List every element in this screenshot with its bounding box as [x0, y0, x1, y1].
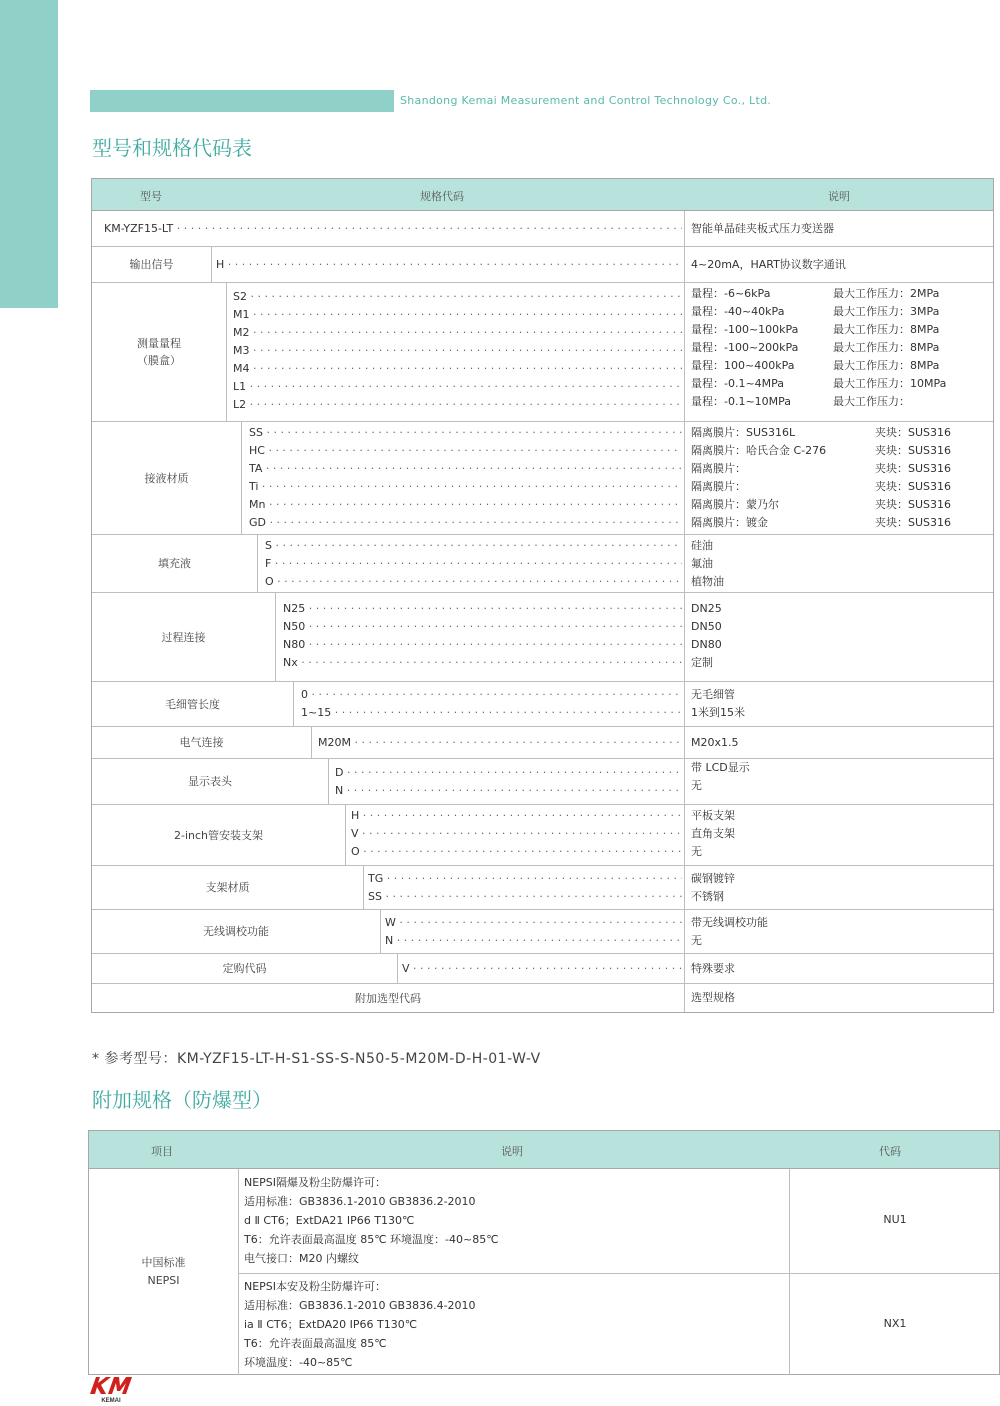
electrical-code: M20M · · · — [318, 734, 682, 752]
ex-desc-line: 适用标准：GB3836.1-2010 GB3836.4-2010 — [244, 1299, 476, 1312]
clamp-desc: 夹块：SUS316 — [875, 462, 952, 475]
fill-desc: 硅油 — [691, 539, 713, 552]
table-row-display — [92, 759, 993, 805]
table-row-custom — [92, 954, 993, 984]
range-desc: 量程：-100~200kPa — [691, 341, 799, 354]
bracket-material-desc: 不锈钢 — [691, 890, 724, 903]
table-row-bracket-material — [92, 866, 993, 910]
ex-desc-line: T6：允许表面最高温度 85℃ — [244, 1337, 387, 1350]
column-header-code: 规格代码 — [420, 190, 464, 203]
electrical-desc: M20x1.5 — [691, 736, 739, 749]
column-header-code: 代码 — [879, 1145, 901, 1158]
section-title-spec-table: 型号和规格代码表 — [92, 136, 252, 160]
range-code: S2 · · · — [233, 288, 682, 306]
bracket-material-code: TG · · · — [368, 870, 682, 888]
model-desc: 智能单晶硅夹板式压力变送器 — [691, 222, 834, 235]
wireless-desc: 无 — [691, 934, 702, 947]
model-code: KM-YZF15-LT · · · — [104, 220, 682, 238]
range-code: M1 · · · — [233, 306, 682, 324]
column-header-item: 项目 — [151, 1145, 173, 1158]
table-header — [89, 1131, 999, 1169]
capillary-code: 1~15 · · · — [301, 704, 682, 722]
range-code: L2 · · · — [233, 396, 682, 414]
wireless-desc: 带无线调校功能 — [691, 916, 768, 929]
diaphragm-desc: 隔离膜片：SUS316L — [691, 426, 796, 439]
row-label-additional: 附加选型代码 — [355, 992, 421, 1005]
table-row-range — [92, 283, 993, 422]
company-name: Shandong Kemai Measurement and Control Technology Co., Ltd. — [400, 94, 772, 107]
table-row-model — [92, 211, 993, 247]
row-label-range: 测量量程 （膜盒） — [92, 283, 227, 421]
table-row-fill — [92, 535, 993, 593]
ex-desc-line: T6：允许表面最高温度 85℃ 环境温度：-40~85℃ — [244, 1233, 499, 1246]
table-row-additional — [92, 984, 993, 1012]
table-row-electrical — [92, 727, 993, 759]
custom-code: V · · · — [402, 960, 682, 978]
table-header — [92, 179, 993, 211]
diaphragm-desc: 隔离膜片：哈氏合金 C-276 — [691, 444, 827, 457]
bracket-code: V · · · — [351, 825, 682, 843]
range-desc: 量程：-6~6kPa — [691, 287, 771, 300]
wireless-code: W · · · — [385, 914, 682, 932]
row-label-fill: 填充液 — [92, 535, 258, 592]
display-code: N · · · — [335, 782, 682, 800]
material-code: HC · · · — [249, 442, 682, 460]
material-code: Mn · · · — [249, 496, 682, 514]
ex-desc-line: 电气接口：M20 内螺纹 — [244, 1252, 359, 1265]
row-label-output: 输出信号 — [92, 247, 212, 282]
spec-code-table — [91, 178, 994, 1013]
pressure-desc: 最大工作压力： — [833, 395, 910, 408]
capillary-code: 0 · · · — [301, 686, 682, 704]
range-desc: 量程：-0.1~10MPa — [691, 395, 792, 408]
ex-desc-line: NEPSI隔爆及粉尘防爆许可： — [244, 1176, 387, 1189]
bracket-desc: 直角支架 — [691, 827, 735, 840]
wireless-code: N · · · — [385, 932, 682, 950]
material-code: Ti · · · — [249, 478, 682, 496]
table-row-material — [92, 422, 993, 535]
row-label-capillary: 毛细管长度 — [92, 682, 294, 726]
reference-model: * 参考型号：KM-YZF15-LT-H-S1-SS-S-N50-5-M20M-D-H-01-W-V — [92, 1051, 541, 1067]
clamp-desc: 夹块：SUS316 — [875, 444, 952, 457]
fill-code: S · · · — [265, 537, 682, 555]
process-desc: DN80 — [691, 638, 722, 651]
capillary-desc: 1米到15米 — [691, 706, 745, 719]
diaphragm-desc: 隔离膜片： — [691, 480, 746, 493]
additional-desc: 选型规格 — [691, 991, 735, 1004]
bracket-material-code: SS · · · — [368, 888, 682, 906]
section-title-explosion-proof: 附加规格（防爆型） — [92, 1088, 272, 1112]
row-label-display: 显示表头 — [92, 759, 329, 804]
process-desc: DN25 — [691, 602, 722, 615]
ex-code: NU1 — [883, 1213, 907, 1226]
process-code: Nx · · · — [283, 654, 682, 672]
clamp-desc: 夹块：SUS316 — [875, 480, 952, 493]
range-code: L1 · · · — [233, 378, 682, 396]
material-code: SS · · · — [249, 424, 682, 442]
ex-desc-line: d Ⅱ CT6；ExtDA21 IP66 T130℃ — [244, 1214, 415, 1227]
pressure-desc: 最大工作压力：8MPa — [833, 341, 940, 354]
row-label-custom: 定购代码 — [92, 954, 398, 983]
sidebar-color-band — [0, 0, 58, 308]
row-label-bracket: 2-inch管安装支架 — [92, 805, 346, 865]
process-desc: DN50 — [691, 620, 722, 633]
table-row-wireless — [92, 910, 993, 954]
kemai-logo-icon — [88, 1374, 134, 1404]
logo-text: KEMAI — [101, 1398, 121, 1404]
pressure-desc: 最大工作压力：8MPa — [833, 323, 940, 336]
row-label-material: 接液材质 — [92, 422, 242, 534]
process-code: N80 · · · — [283, 636, 682, 654]
row-label-process: 过程连接 — [92, 593, 276, 681]
pressure-desc: 最大工作压力：2MPa — [833, 287, 940, 300]
header-color-bar — [90, 90, 394, 112]
bracket-desc: 无 — [691, 845, 702, 858]
table-row-output — [92, 247, 993, 283]
bracket-code: H · · · — [351, 807, 682, 825]
fill-desc: 植物油 — [691, 575, 724, 588]
column-header-desc: 说明 — [501, 1145, 523, 1158]
display-desc: 无 — [691, 779, 702, 792]
diaphragm-desc: 隔离膜片： — [691, 462, 746, 475]
ex-desc-line: 适用标准：GB3836.1-2010 GB3836.2-2010 — [244, 1195, 476, 1208]
fill-desc: 氟油 — [691, 557, 713, 570]
column-header-model: 型号 — [140, 190, 162, 203]
process-code: N50 · · · — [283, 618, 682, 636]
table-row-bracket — [92, 805, 993, 866]
column-header-desc: 说明 — [828, 190, 850, 203]
pressure-desc: 最大工作压力：10MPa — [833, 377, 947, 390]
material-code: TA · · · — [249, 460, 682, 478]
explosion-proof-table — [88, 1130, 1000, 1375]
display-code: D · · · — [335, 764, 682, 782]
range-code: M2 · · · — [233, 324, 682, 342]
row-label-bracket-material: 支架材质 — [92, 866, 364, 909]
ex-desc-line: NEPSI本安及粉尘防爆许可： — [244, 1280, 387, 1293]
clamp-desc: 夹块：SUS316 — [875, 516, 952, 529]
item-cell: 中国标准 NEPSI — [89, 1169, 239, 1375]
row-label-wireless: 无线调校功能 — [92, 910, 381, 953]
table-row-process — [92, 593, 993, 682]
ex-code: NX1 — [883, 1317, 907, 1330]
range-desc: 量程：-0.1~4MPa — [691, 377, 785, 390]
fill-code: F · · · — [265, 555, 682, 573]
capillary-desc: 无毛细管 — [691, 688, 735, 701]
material-code: GD · · · — [249, 514, 682, 532]
pressure-desc: 最大工作压力：3MPa — [833, 305, 940, 318]
bracket-material-desc: 碳钢镀锌 — [691, 872, 735, 885]
pressure-desc: 最大工作压力：8MPa — [833, 359, 940, 372]
ex-desc-line: ia Ⅱ CT6；ExtDA20 IP66 T130℃ — [244, 1318, 418, 1331]
diaphragm-desc: 隔离膜片：蒙乃尔 — [691, 498, 779, 511]
bracket-code: O · · · — [351, 843, 682, 861]
range-code: M4 · · · — [233, 360, 682, 378]
process-desc: 定制 — [691, 656, 713, 669]
clamp-desc: 夹块：SUS316 — [875, 426, 952, 439]
fill-code: O · · · — [265, 573, 682, 591]
range-desc: 量程：-40~40kPa — [691, 305, 785, 318]
range-code: M3 · · · — [233, 342, 682, 360]
clamp-desc: 夹块：SUS316 — [875, 498, 952, 511]
custom-desc: 特殊要求 — [691, 962, 735, 975]
table-row-capillary — [92, 682, 993, 727]
ex-desc-line: 环境温度：-40~85℃ — [244, 1356, 353, 1369]
display-desc: 带 LCD显示 — [691, 761, 750, 774]
bracket-desc: 平板支架 — [691, 809, 735, 822]
diaphragm-desc: 隔离膜片：镀金 — [691, 516, 768, 529]
range-desc: 量程：100~400kPa — [691, 359, 795, 372]
output-desc: 4~20mA，HART协议数字通讯 — [691, 258, 846, 271]
row-label-electrical: 电气连接 — [92, 727, 312, 758]
output-code: H · · · — [216, 256, 682, 274]
process-code: N25 · · · — [283, 600, 682, 618]
range-desc: 量程：-100~100kPa — [691, 323, 799, 336]
